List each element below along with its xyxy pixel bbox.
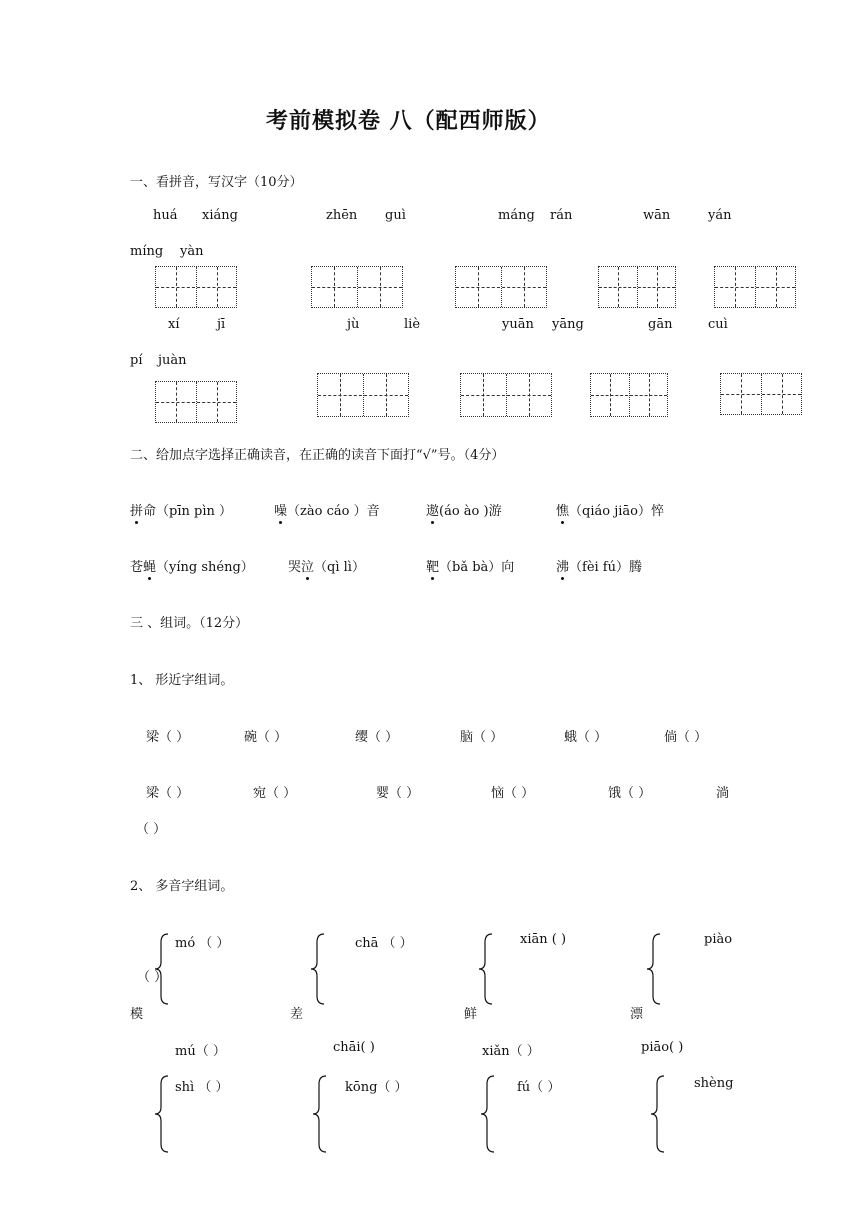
- polyphone-pinyin: piào: [704, 932, 733, 947]
- section1-heading: 一、看拼音，写汉字（10分）: [130, 175, 303, 190]
- sub-heading-polyphone: 2、 多音字组词。: [130, 879, 234, 894]
- polyphone-blank[interactable]: fú（ ）: [517, 1080, 561, 1095]
- word-blank[interactable]: 婴（ ）: [376, 786, 420, 801]
- section3-heading: 三 、组词。（12分）: [130, 616, 249, 631]
- reading-options[interactable]: (áo ào )游: [439, 504, 502, 519]
- pinyin: guì: [385, 208, 406, 223]
- brace-icon: [152, 1074, 172, 1154]
- polyphone-char: 模: [130, 1007, 144, 1022]
- polyphone-char: 差: [290, 1007, 304, 1022]
- writing-box[interactable]: [720, 373, 802, 415]
- writing-box[interactable]: [460, 373, 552, 417]
- word-blank[interactable]: 恼（ ）: [491, 786, 535, 801]
- writing-box[interactable]: [598, 266, 676, 308]
- polyphone-blank[interactable]: xiǎn（ ）: [482, 1044, 540, 1059]
- pinyin: liè: [404, 317, 421, 332]
- pinyin: gān: [648, 317, 673, 332]
- polyphone-blank[interactable]: kōng（ ）: [345, 1080, 408, 1095]
- word-blank[interactable]: 饿（ ）: [608, 786, 652, 801]
- pinyin: jī: [217, 317, 226, 332]
- polyphone-char: 漂: [630, 1007, 644, 1022]
- reading-options[interactable]: 命（pīn pìn ）: [143, 504, 232, 519]
- reading-item: [426, 556, 514, 575]
- word-blank[interactable]: 缨（ ）: [355, 730, 399, 745]
- dotted-char: 靶: [426, 556, 439, 575]
- writing-box[interactable]: [317, 373, 409, 417]
- pinyin: juàn: [158, 353, 187, 368]
- word-blank[interactable]: 倘（ ）: [664, 730, 708, 745]
- pinyin: huá: [153, 208, 178, 223]
- polyphone-blank[interactable]: mú（ ）: [175, 1044, 226, 1059]
- pinyin: cuì: [708, 317, 728, 332]
- brace-icon: [644, 932, 664, 1006]
- polyphone-blank[interactable]: （ ）: [137, 970, 168, 985]
- pinyin: wān: [643, 208, 671, 223]
- section2-heading: 二、给加点字选择正确读音，在正确的读音下面打“√”号。（4分）: [130, 448, 505, 463]
- dotted-char: 憔: [556, 500, 569, 519]
- pinyin: yán: [708, 208, 732, 223]
- reading-options[interactable]: （zào cáo ）音: [287, 504, 380, 519]
- word-blank[interactable]: 碗（ ）: [244, 730, 288, 745]
- reading-options[interactable]: （qì lì）: [314, 560, 365, 575]
- dotted-char: 沸: [556, 556, 569, 575]
- reading-item: [556, 500, 664, 519]
- reading-options[interactable]: （qiáo jiāo）悴: [569, 504, 664, 519]
- pinyin: yuān: [502, 317, 534, 332]
- polyphone-blank[interactable]: shì （ ）: [175, 1080, 229, 1095]
- polyphone-blank[interactable]: mó （ ）: [175, 936, 230, 951]
- pinyin: yàn: [180, 244, 204, 259]
- polyphone-blank[interactable]: xiān ( ): [520, 932, 567, 947]
- sub-heading-similar: 1、 形近字组词。: [130, 673, 234, 688]
- pinyin: xí: [168, 317, 180, 332]
- word-blank[interactable]: 梁（ ）: [146, 786, 190, 801]
- brace-icon: [648, 1074, 668, 1154]
- reading-options[interactable]: （fèi fú）腾: [569, 560, 642, 575]
- dotted-char: 泣: [301, 556, 314, 575]
- reading-options[interactable]: （yíng shéng）: [156, 560, 254, 575]
- brace-icon: [476, 932, 496, 1006]
- word-blank[interactable]: （ ）: [136, 822, 167, 837]
- writing-box[interactable]: [155, 266, 237, 308]
- brace-icon: [478, 1074, 498, 1154]
- writing-box[interactable]: [455, 266, 547, 308]
- word-blank[interactable]: 梁（ ）: [146, 730, 190, 745]
- word-blank[interactable]: 蛾（ ）: [564, 730, 608, 745]
- pinyin: pí: [130, 353, 143, 368]
- brace-icon: [310, 1074, 330, 1154]
- dotted-char: 遨: [426, 500, 439, 519]
- page-title: 考前模拟卷 八（配西师版）: [266, 109, 551, 134]
- pinyin: míng: [130, 244, 164, 259]
- word-blank[interactable]: 宛（ ）: [253, 786, 297, 801]
- dotted-char: 拼: [130, 500, 143, 519]
- reading-item: [130, 556, 254, 575]
- polyphone-pinyin: shèng: [694, 1076, 734, 1091]
- pinyin: máng: [498, 208, 535, 223]
- polyphone-blank[interactable]: chāi( ): [333, 1040, 375, 1055]
- reading-item: [426, 500, 502, 519]
- pinyin: rán: [550, 208, 573, 223]
- writing-box[interactable]: [590, 373, 668, 417]
- writing-box[interactable]: [155, 381, 237, 423]
- brace-icon: [308, 932, 328, 1006]
- dotted-char: 蝇: [143, 556, 156, 575]
- reading-item: [274, 500, 380, 519]
- reading-item: [288, 556, 365, 575]
- reading-item: [556, 556, 642, 575]
- pinyin: zhēn: [326, 208, 358, 223]
- word-blank[interactable]: 脑（ ）: [460, 730, 504, 745]
- writing-box[interactable]: [714, 266, 796, 308]
- plain-char: 苍: [130, 560, 144, 575]
- pinyin: xiáng: [202, 208, 238, 223]
- polyphone-char: 鲜: [464, 1007, 478, 1022]
- pinyin: jù: [347, 317, 360, 332]
- word-char: 淌: [716, 786, 730, 801]
- reading-options[interactable]: （bǎ bà）向: [439, 560, 515, 575]
- polyphone-blank[interactable]: piāo( ): [641, 1040, 684, 1055]
- pinyin: yāng: [552, 317, 584, 332]
- polyphone-blank[interactable]: chā （ ）: [355, 936, 413, 951]
- reading-item: [130, 500, 232, 519]
- writing-box[interactable]: [311, 266, 403, 308]
- dotted-char: 噪: [274, 500, 287, 519]
- plain-char: 哭: [288, 560, 302, 575]
